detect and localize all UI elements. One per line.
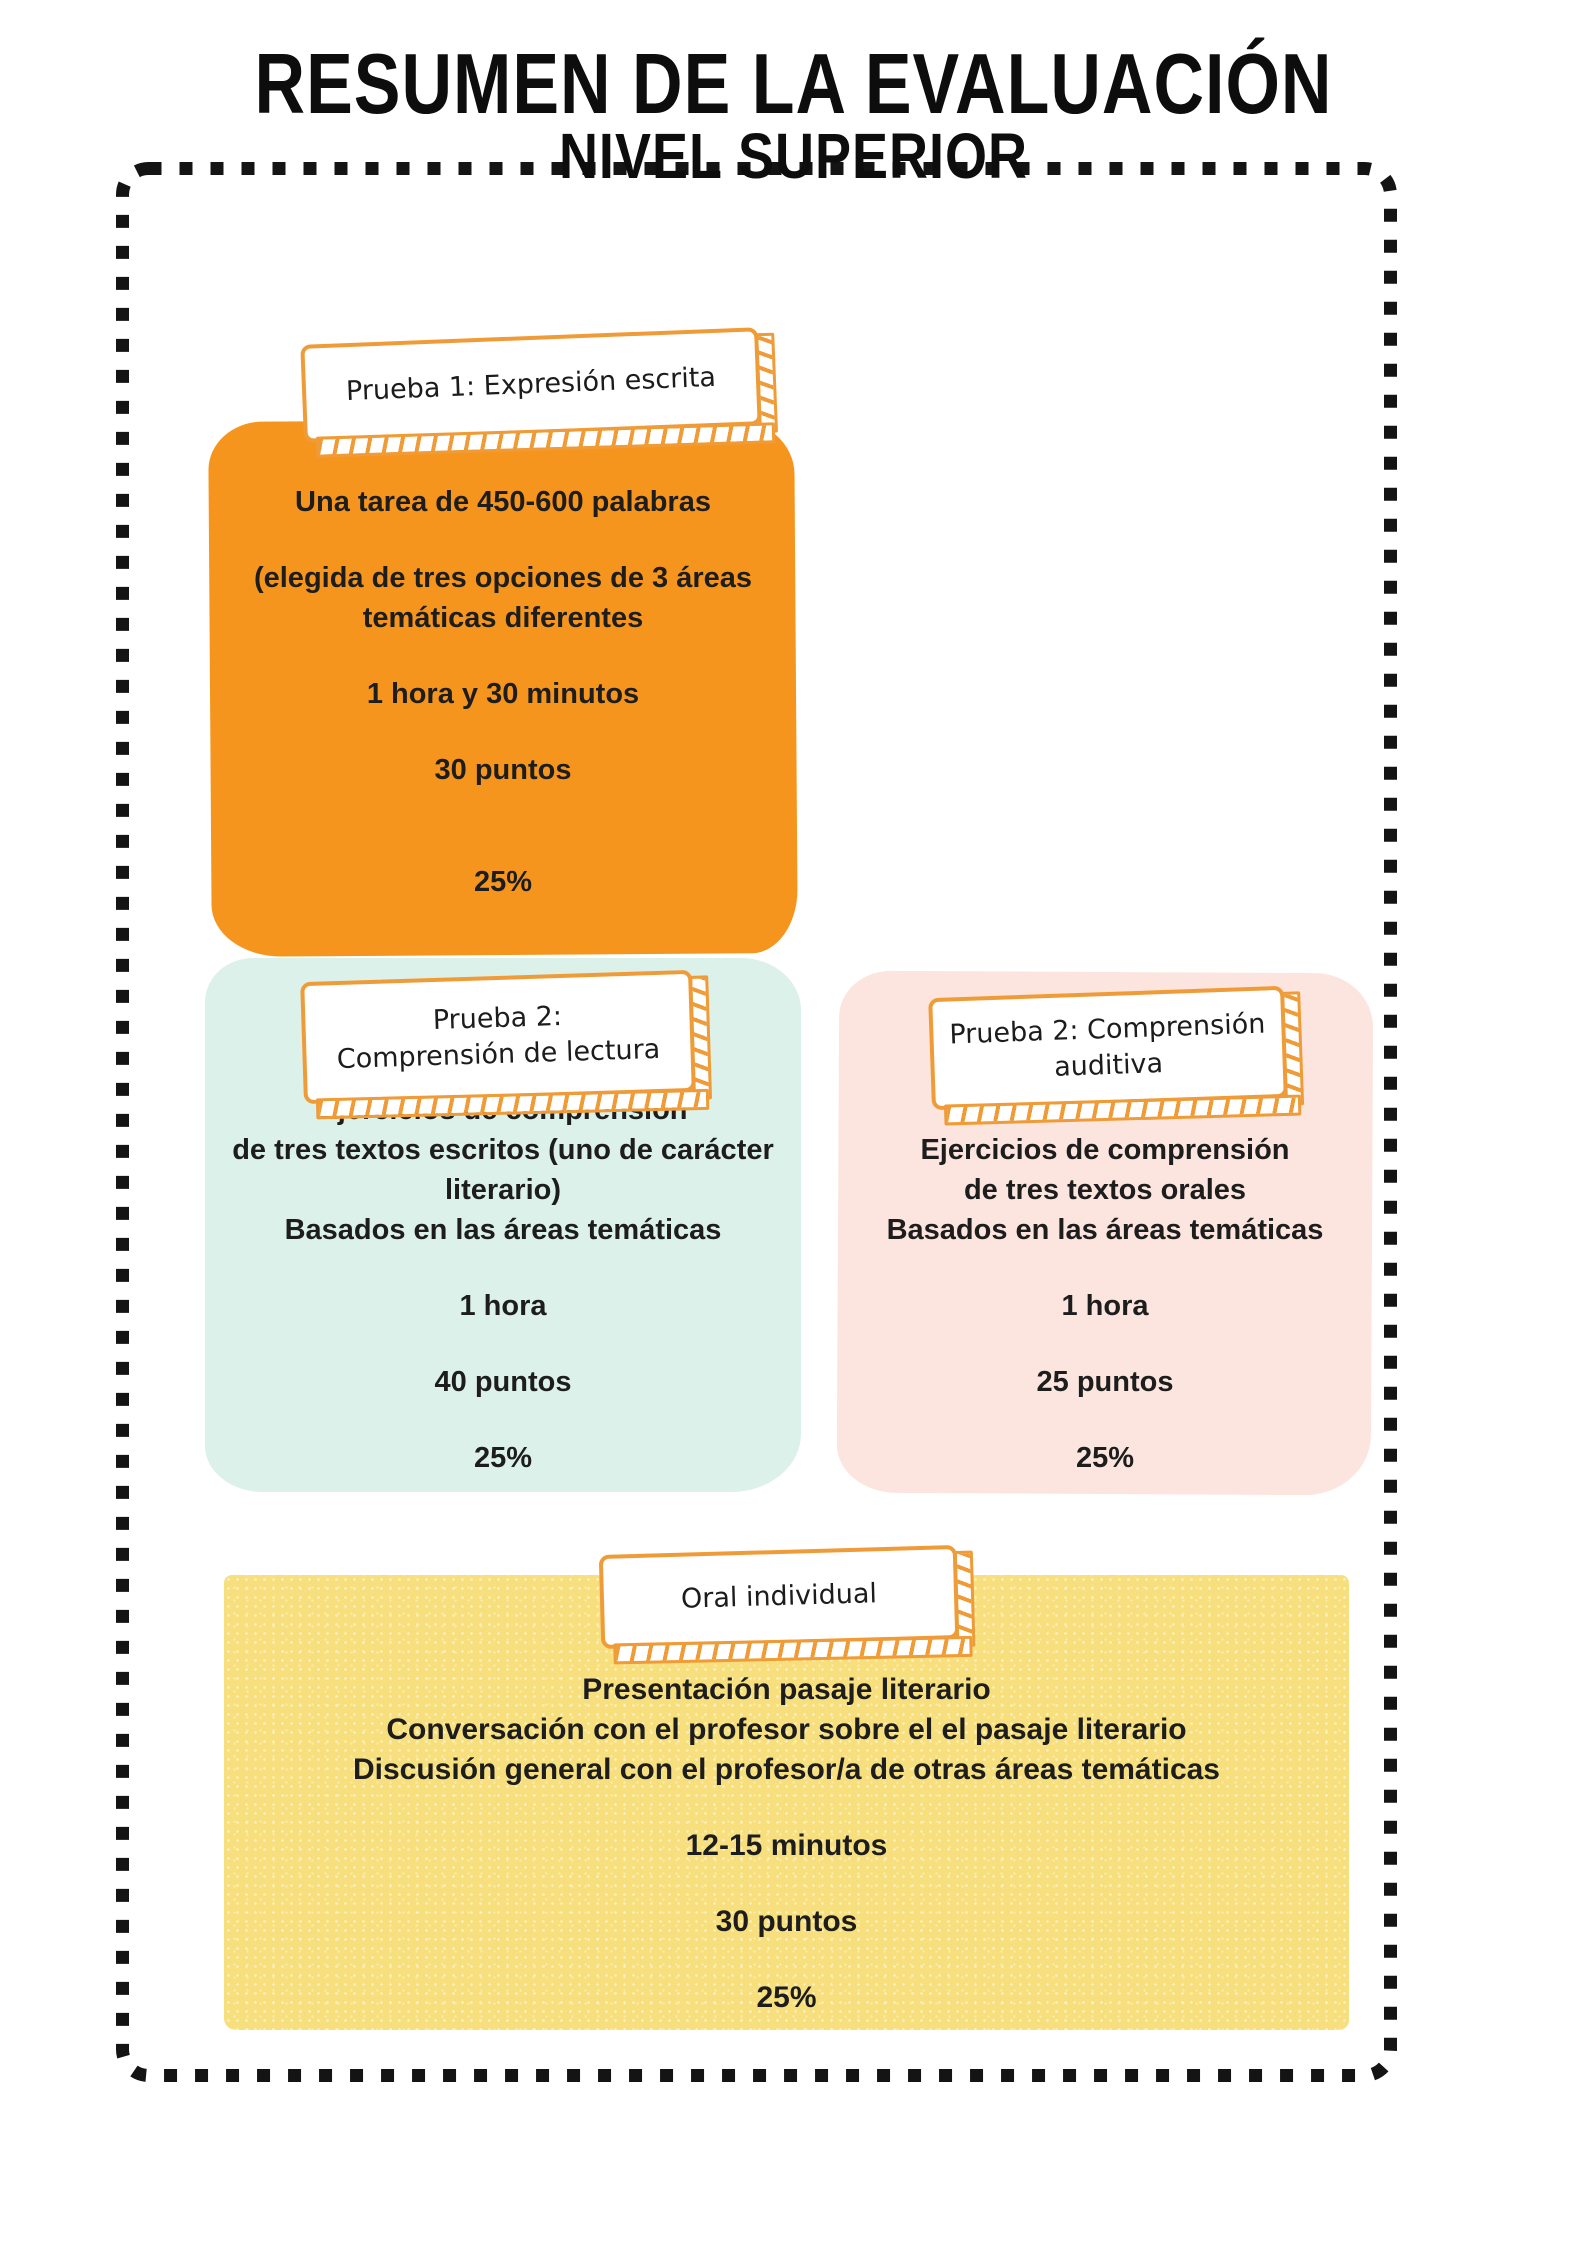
card-text-line: Basados en las áreas temáticas — [886, 1214, 1324, 1246]
label-line: auditiva — [1053, 1048, 1164, 1083]
card-comprension-auditiva-label — [928, 986, 1288, 1110]
card-text-line: 25% — [1075, 1442, 1135, 1474]
card-text-line: Basados en las áreas temáticas — [284, 1214, 722, 1246]
card-prueba-1-label — [300, 327, 761, 443]
card-comprension-lectura-content — [205, 1090, 801, 1478]
card-text-line: 1 hora — [1061, 1290, 1149, 1322]
label-line: Prueba 2: Comprensión — [948, 1008, 1266, 1051]
card-text-line: Presentación pasaje literario — [582, 1673, 991, 1706]
card-text-line: de tres textos escritos (uno de carácter — [232, 1134, 774, 1166]
label-line: Oral individual — [680, 1578, 878, 1615]
label-line: Prueba 2: — [432, 1000, 563, 1037]
level-subtitle-text: NIVEL SUPERIOR — [558, 121, 1029, 192]
card-text-line: 25% — [756, 1981, 817, 2014]
card-comprension-lectura-label — [300, 970, 696, 1104]
card-text-line: Discusión general con el profesor/a de otras áreas temáticas — [352, 1753, 1220, 1786]
card-oral-individual-content — [224, 1670, 1349, 2018]
level-subtitle — [0, 120, 1587, 192]
card-text-line: 30 puntos — [434, 754, 572, 786]
card-oral-individual-label — [599, 1545, 959, 1649]
label-line: Comprensión de lectura — [336, 1033, 661, 1076]
card-text-line: de tres textos orales — [963, 1174, 1247, 1206]
page-title-text: RESUMEN DE LA EVALUACIÓN — [254, 36, 1333, 132]
card-text-line: Ejercicios de comprensión — [920, 1134, 1290, 1166]
card-text-line: 12-15 minutos — [685, 1829, 888, 1862]
card-text-line: 40 puntos — [434, 1366, 572, 1398]
label-line: Prueba 1: Expresión escrita — [345, 361, 717, 408]
card-text-line: (elegida de tres opciones de 3 áreas — [253, 562, 753, 594]
card-text-line: temáticas diferentes — [362, 602, 644, 634]
page-title — [0, 35, 1587, 132]
card-text-line: 25 puntos — [1036, 1366, 1174, 1398]
card-text-line: 25% — [473, 1442, 533, 1474]
card-text-line: 25% — [473, 866, 533, 898]
card-text-line: literario) — [444, 1174, 562, 1206]
card-prueba-1-content — [210, 482, 796, 902]
card-text-line: 1 hora y 30 minutos — [366, 678, 640, 710]
card-text-line: 1 hora — [459, 1290, 547, 1322]
card-text-line: Una tarea de 450-600 palabras — [295, 486, 711, 518]
card-text-line: 30 puntos — [715, 1905, 858, 1938]
card-text-line: Conversación con el profesor sobre el el pasaje literario — [386, 1713, 1187, 1746]
card-comprension-auditiva-content — [838, 1130, 1372, 1478]
